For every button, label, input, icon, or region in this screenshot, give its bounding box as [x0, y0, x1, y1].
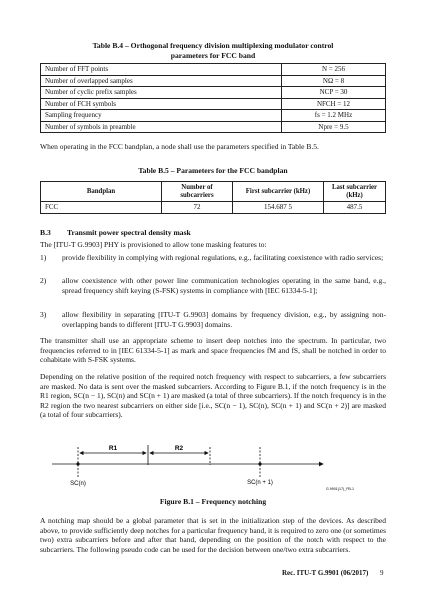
- figure-frequency-notching: [40, 443, 386, 493]
- table-b5: [40, 181, 386, 214]
- table-row: [41, 121, 386, 133]
- table-cell-value: Npre = 9.5: [282, 121, 386, 133]
- list-number: 1): [40, 253, 47, 262]
- sc-n1-label: SC(n + 1): [247, 480, 273, 486]
- table-row: [41, 87, 386, 99]
- r2-label: R2: [174, 445, 184, 452]
- table-header: First subcarrier (kHz): [233, 182, 324, 202]
- table-cell-value: N = 256: [282, 64, 386, 76]
- table-b4: [40, 63, 386, 133]
- section-title: Transmit power spectral density mask: [67, 228, 191, 237]
- table-row: [41, 75, 386, 87]
- table-cell-label: Number of overlapped samples: [41, 75, 282, 87]
- sc-n-label: SC(n): [70, 481, 86, 487]
- list-text: allow flexibility in separating [ITU-T G.9903] domains by frequency division, e.g., by assigning non-overlapping bands to different [ITU-T G.9903] domains.: [62, 310, 386, 329]
- list-text: provide flexibility in complying with regional regulations, e.g., facilitating coexistence with radio services;: [62, 253, 384, 262]
- paragraph-fcc: When operating in the FCC bandplan, a node shall use the parameters specified in Table B.5.: [40, 142, 319, 151]
- table-cell-label: Number of symbols in preamble: [41, 121, 282, 133]
- table-header: Number of subcarriers: [162, 182, 233, 202]
- section-heading: [40, 228, 191, 237]
- list-number: 3): [40, 310, 47, 319]
- r1-label: R1: [108, 445, 118, 452]
- subcarrier-marker: [76, 462, 79, 465]
- table-cell: 154.687 5: [233, 202, 324, 214]
- caption-line: parameters for FCC band: [170, 51, 256, 60]
- table-cell-label: Number of FFT points: [41, 64, 282, 76]
- table-cell: 487.5: [324, 202, 386, 214]
- table-header: Last subcarrier (kHz): [324, 182, 386, 202]
- table-cell: FCC: [41, 202, 162, 214]
- list-item: [40, 276, 386, 295]
- paragraph-depending: Depending on the relative position of the required notch frequency with respect to subcarriers, a few subcarriers are masked. No data is sent over the masked subcarriers. According to Figure B.1, if the notch frequency is in the R1 region, SC(n − 1), SC(n) and SC(n + 1) are masked (a total of three subcarriers). If the notch frequency is in the R2 region the two nearest subcarriers on either side [i.e., SC(n − 1), SC(n), SC(n + 1) and SC(n + 2)] are masked (a total of four subcarriers).: [40, 372, 386, 419]
- paragraph-notching: A notching map should be a global parameter that is set in the initialization step of the devices. As described above, to provide sufficiently deep notches for a particular frequency band, it is required to zero one (or sometimes two) extra subcarriers before and after that band, depending on the position of the notch with respect to the subcarriers. The following pseudo code can be used for the decision between one/two extra subcarriers.: [40, 516, 386, 554]
- figure-id: G.9901(17)_FB-1: [326, 487, 354, 491]
- table-cell-value: NΩ = 8: [282, 75, 386, 87]
- page-number: 9: [380, 569, 384, 577]
- table-b5-caption: Table B.5 – Parameters for the FCC bandplan: [138, 166, 288, 175]
- table-row: [41, 110, 386, 122]
- table-cell-value: fs = 1.2 MHz: [282, 110, 386, 122]
- caption-line: Table B.4 – Orthogonal frequency division multiplexing modulator control: [92, 41, 334, 50]
- footer-recommendation: Rec. ITU-T G.9901 (06/2017): [282, 569, 369, 577]
- figure-caption: Figure B.1 – Frequency notching: [159, 497, 267, 506]
- list-item: [40, 310, 386, 329]
- list-text: allow coexistence with other power line communication technologies operating in the same band, e.g., spread frequency shift keying (S-FSK) systems in compliance with [IEC 61334-5-1];: [62, 276, 386, 295]
- paragraph-intro: The [ITU-T G.9903] PHY is provisioned to allow tone masking features to:: [40, 240, 267, 249]
- table-row: [41, 202, 386, 214]
- table-cell-label: Number of cyclic prefix samples: [41, 87, 282, 99]
- table-row: [41, 64, 386, 76]
- list-number: 2): [40, 276, 47, 285]
- table-header: Bandplan: [41, 182, 162, 202]
- table-row: [41, 98, 386, 110]
- table-cell: 72: [162, 202, 233, 214]
- table-cell-value: NFCH = 12: [282, 98, 386, 110]
- table-cell-value: NCP = 30: [282, 87, 386, 99]
- section-number: B.3: [40, 228, 51, 237]
- paragraph-transmitter: The transmitter shall use an appropriate scheme to insert deep notches into the spectrum. In particular, two frequencies referred to in [IEC 61334-5-1] as mark and space frequencies fM and fS, shall be notched in order to cohabitate with S-FSK systems.: [40, 336, 386, 364]
- subcarrier-marker: [258, 462, 261, 465]
- list-item: [40, 253, 386, 263]
- table-b4-caption: [40, 41, 386, 61]
- table-cell-label: Sampling frequency: [41, 110, 282, 122]
- table-cell-label: Number of FCH symbols: [41, 98, 282, 110]
